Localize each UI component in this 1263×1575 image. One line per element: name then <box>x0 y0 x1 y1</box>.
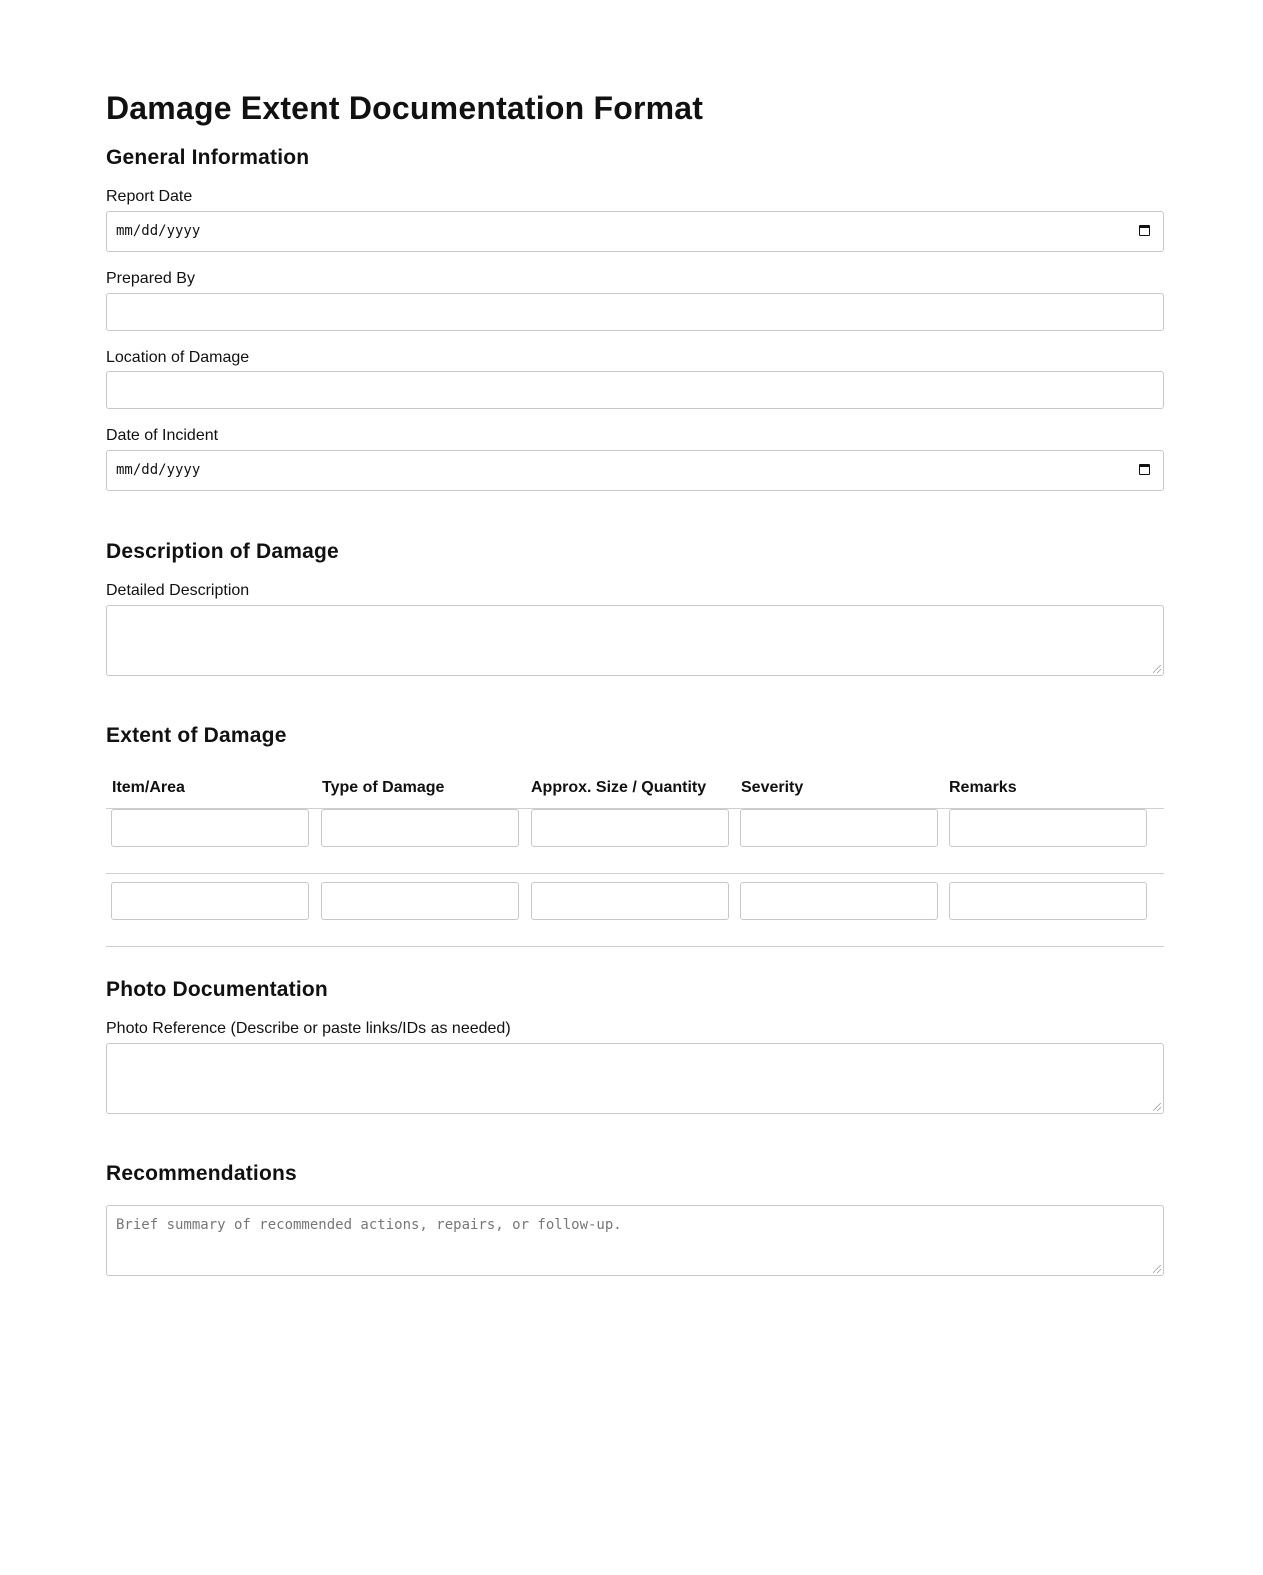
column-header: Item/Area <box>112 779 185 796</box>
resize-grip-icon[interactable] <box>1153 1103 1161 1111</box>
resize-grip-icon[interactable] <box>1153 665 1161 673</box>
column-header: Type of Damage <box>322 779 445 796</box>
column-header: Remarks <box>949 779 1017 796</box>
item-area-input[interactable] <box>111 882 309 920</box>
remarks-input[interactable] <box>949 882 1147 920</box>
table-row <box>106 874 1164 947</box>
calendar-icon[interactable] <box>1139 464 1150 475</box>
incident-date-label: Date of Incident <box>106 427 219 444</box>
detailed-description-label: Detailed Description <box>106 582 250 599</box>
resize-grip-icon[interactable] <box>1153 1265 1161 1273</box>
table-row <box>106 801 1164 874</box>
severity-input[interactable] <box>740 882 938 920</box>
size-quantity-input[interactable] <box>531 809 729 847</box>
type-of-damage-input[interactable] <box>321 809 519 847</box>
column-header: Approx. Size / Quantity <box>531 779 707 796</box>
location-label: Location of Damage <box>106 349 250 366</box>
column-header: Severity <box>741 779 804 796</box>
type-of-damage-input[interactable] <box>321 882 519 920</box>
prepared-by-input[interactable] <box>106 293 1164 331</box>
recommendations-placeholder: Brief summary of recommended actions, repairs, or follow-up. <box>116 1217 622 1233</box>
photo-reference-textarea[interactable] <box>106 1043 1164 1114</box>
location-input[interactable] <box>106 371 1164 409</box>
report-date-input[interactable] <box>106 211 1164 252</box>
general-information-heading: General Information <box>106 146 310 169</box>
photo-heading: Photo Documentation <box>106 978 328 1001</box>
prepared-by-label: Prepared By <box>106 270 195 287</box>
size-quantity-input[interactable] <box>531 882 729 920</box>
incident-date-input[interactable] <box>106 450 1164 491</box>
remarks-input[interactable] <box>949 809 1147 847</box>
severity-input[interactable] <box>740 809 938 847</box>
recommendations-textarea[interactable] <box>106 1205 1164 1276</box>
photo-reference-label: Photo Reference (Describe or paste links/IDs as needed) <box>106 1020 511 1037</box>
recommendations-heading: Recommendations <box>106 1162 297 1185</box>
report-date-value: mm/dd/yyyy <box>116 223 201 239</box>
page-title: Damage Extent Documentation Format <box>106 90 704 126</box>
calendar-icon[interactable] <box>1139 225 1150 236</box>
description-heading: Description of Damage <box>106 540 339 563</box>
extent-heading: Extent of Damage <box>106 724 287 747</box>
report-date-label: Report Date <box>106 188 193 205</box>
detailed-description-textarea[interactable] <box>106 605 1164 676</box>
incident-date-value: mm/dd/yyyy <box>116 462 201 478</box>
item-area-input[interactable] <box>111 809 309 847</box>
